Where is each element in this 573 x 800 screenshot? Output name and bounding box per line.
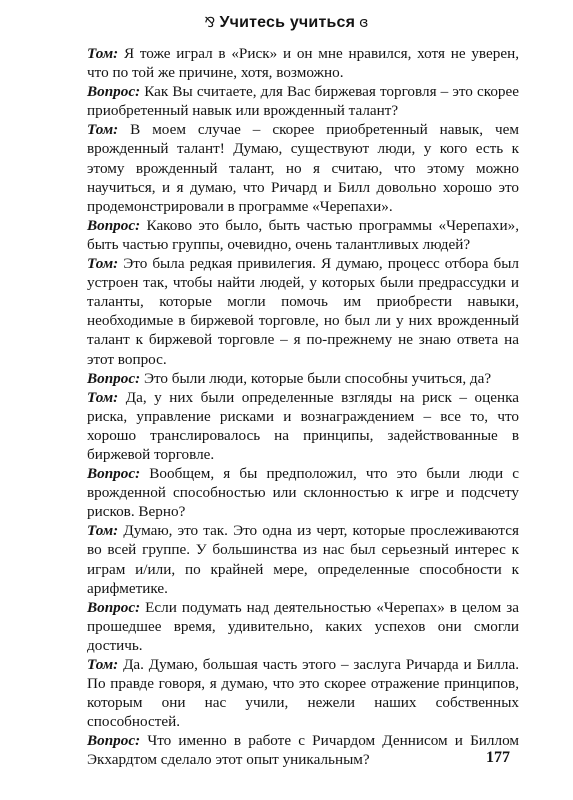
running-header-title: Учитесь учиться	[219, 14, 356, 31]
speaker-label: Том:	[87, 255, 119, 273]
paragraph-text: Да. Думаю, большая часть этого – заслуга Ричарда и Билла. По правде говоря, я думаю, что это скорее отражение принципов, которым они нас учили, нежели наших собственных способностей.	[87, 656, 520, 731]
paragraph-text: Это была редкая привилегия. Я думаю, процесс отбора был устроен так, чтобы найти людей, у которых были предрассудки и таланты, которые могли помочь им приобрести навыки, необходимые в биржевой торговле, но был ли у них врожденный талант к биржевой торговле – я по-прежнему не знаю ответа на этот вопрос.	[87, 255, 519, 368]
speaker-label: Вопрос:	[87, 369, 141, 387]
paragraph-text: Как Вы считаете, для Вас биржевая торговля – это скорее приобретенный навык или врожденный талант?	[87, 83, 519, 120]
speaker-label: Том:	[87, 121, 119, 139]
speaker-label: Вопрос:	[87, 83, 141, 101]
interview-text	[87, 44, 519, 770]
paragraph	[87, 521, 519, 597]
paragraph-text: Что именно в работе с Ричардом Деннисом и Биллом Экхардтом сделало этот опыт уникальным?	[87, 732, 520, 769]
speaker-label: Том:	[87, 388, 119, 406]
paragraph	[87, 731, 519, 769]
paragraph	[87, 598, 519, 655]
speaker-label: Вопрос:	[87, 216, 141, 234]
paragraph	[87, 216, 519, 254]
paragraph	[87, 44, 519, 82]
ornament-left-icon: ⅋	[204, 15, 216, 31]
paragraph-text: Вообщем, я бы предположил, что это были люди с врожденной способностью или склонностью к игре и подсчету рисков. Верно?	[87, 465, 519, 521]
paragraph	[87, 369, 519, 388]
ornament-right-icon: ɞ	[359, 15, 369, 31]
speaker-label: Том:	[87, 656, 119, 673]
paragraph-text: Это были люди, которые были способны учиться, да?	[143, 369, 492, 387]
paragraph	[87, 655, 519, 731]
paragraph	[87, 254, 519, 369]
paragraph	[87, 120, 519, 215]
paragraph-text: Да, у них были определенные взгляды на риск – оценка риска, управление рисками и вознаграждением – все то, что хорошо транслировалось на принципы, задействованные в биржевой торговле.	[87, 388, 520, 463]
speaker-label: Вопрос:	[87, 465, 141, 483]
paragraph-text: В моем случае – скорее приобретенный навык, чем врожденный талант! Думаю, существуют люди, у кого есть к этому врожденный талант, но я считаю, что этому можно научиться, и я думаю, что Ричард и Билл довольно хорошо это продемонстрировали в программе «Черепахи».	[87, 121, 519, 215]
speaker-label: Том:	[87, 522, 119, 540]
paragraph	[87, 464, 519, 521]
running-header	[0, 14, 573, 32]
speaker-label: Вопрос:	[87, 598, 141, 616]
paragraph-text: Если подумать над деятельностью «Черепах» в целом за прошедшее время, удивительно, каких успехов они смогли достичь.	[87, 598, 519, 654]
speaker-label: Вопрос:	[87, 732, 141, 750]
page-number: 177	[486, 749, 510, 766]
paragraph	[87, 82, 519, 120]
paragraph-text: Думаю, это так. Это одна из черт, которые прослеживаются во всей группе. У большинства из нас был серьезный интерес к играм и/или, по крайней мере, определенные способности к арифметике.	[87, 522, 519, 597]
paragraph	[87, 388, 519, 464]
speaker-label: Том:	[87, 45, 119, 62]
paragraph-text: Каково это было, быть частью программы «Черепахи», быть частью группы, очевидно, очень талантливых людей?	[87, 216, 519, 253]
paragraph-text: Я тоже играл в «Риск» и он мне нравился, хотя не уверен, что по той же причине, хотя, возможно.	[87, 45, 520, 82]
